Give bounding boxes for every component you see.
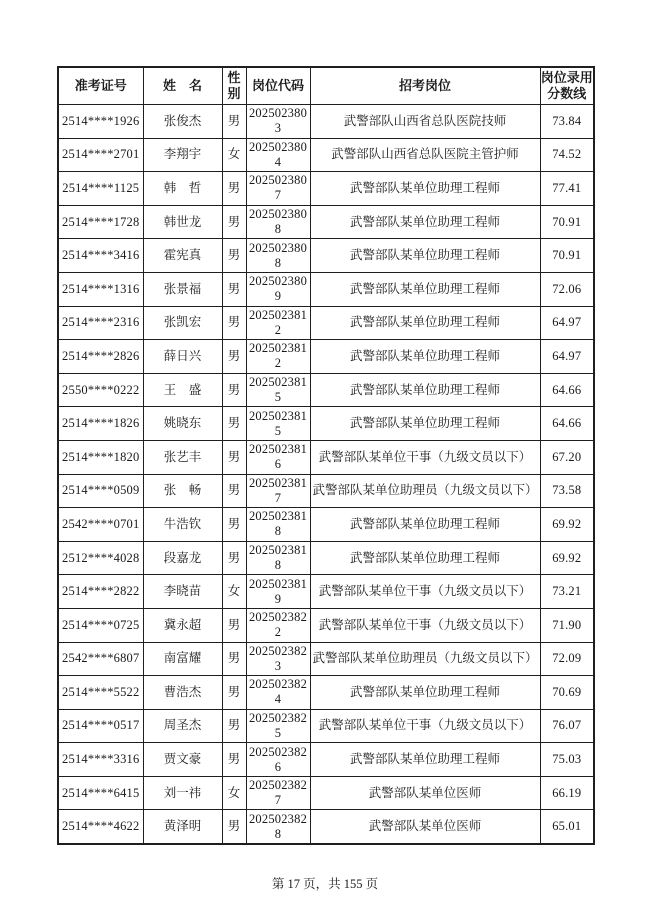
cell-name: 姚晓东 — [143, 407, 222, 441]
cell-gender: 男 — [222, 608, 246, 642]
table-header — [58, 67, 594, 105]
cell-ticket: 2542****0701 — [58, 508, 143, 542]
cell-code: 2025023827 — [246, 776, 310, 810]
cell-code: 2025023816 — [246, 440, 310, 474]
cell-name: 周圣杰 — [143, 709, 222, 743]
cell-score: 72.06 — [540, 272, 594, 306]
cell-position: 武警部队某单位干事（九级文员以下） — [310, 608, 540, 642]
cell-position: 武警部队某单位干事（九级文员以下） — [310, 575, 540, 609]
col-header-ticket: 准考证号 — [58, 67, 143, 105]
cell-gender: 男 — [222, 810, 246, 844]
cell-position: 武警部队某单位助理工程师 — [310, 306, 540, 340]
cell-code: 2025023808 — [246, 205, 310, 239]
cell-score: 73.21 — [540, 575, 594, 609]
cell-position: 武警部队山西省总队医院技师 — [310, 105, 540, 139]
page-number-footer: 第 17 页，共 155 页 — [271, 877, 379, 891]
cell-code: 2025023823 — [246, 642, 310, 676]
cell-code: 2025023807 — [246, 172, 310, 206]
cell-ticket: 2514****5522 — [58, 676, 143, 710]
cell-score: 64.66 — [540, 407, 594, 441]
cell-name: 南富耀 — [143, 642, 222, 676]
cell-gender: 男 — [222, 239, 246, 273]
cell-ticket: 2542****6807 — [58, 642, 143, 676]
cell-position: 武警部队某单位助理工程师 — [310, 272, 540, 306]
cell-code: 2025023817 — [246, 474, 310, 508]
cell-score: 65.01 — [540, 810, 594, 844]
table-row — [58, 676, 594, 710]
cell-position: 武警部队某单位助理工程师 — [310, 205, 540, 239]
cell-code: 2025023815 — [246, 407, 310, 441]
cell-code: 2025023828 — [246, 810, 310, 844]
cell-name: 王 盛 — [143, 373, 222, 407]
cell-ticket: 2514****0517 — [58, 709, 143, 743]
table-row — [58, 205, 594, 239]
cell-ticket: 2514****1316 — [58, 272, 143, 306]
cell-name: 韩世龙 — [143, 205, 222, 239]
cell-code: 2025023825 — [246, 709, 310, 743]
cell-gender: 男 — [222, 676, 246, 710]
cell-name: 刘一祎 — [143, 776, 222, 810]
cell-position: 武警部队某单位助理工程师 — [310, 373, 540, 407]
cell-ticket: 2514****0725 — [58, 608, 143, 642]
table-row — [58, 776, 594, 810]
score-table — [57, 66, 595, 845]
table-row — [58, 709, 594, 743]
table-row — [58, 440, 594, 474]
cell-score: 69.92 — [540, 541, 594, 575]
table-row — [58, 407, 594, 441]
cell-gender: 男 — [222, 205, 246, 239]
cell-name: 段嘉龙 — [143, 541, 222, 575]
cell-ticket: 2514****1728 — [58, 205, 143, 239]
cell-score: 72.09 — [540, 642, 594, 676]
cell-score: 66.19 — [540, 776, 594, 810]
table-row — [58, 172, 594, 206]
table-row — [58, 575, 594, 609]
cell-name: 李翔宇 — [143, 138, 222, 172]
cell-score: 67.20 — [540, 440, 594, 474]
cell-ticket: 2514****3416 — [58, 239, 143, 273]
cell-name: 张俊杰 — [143, 105, 222, 139]
cell-code: 2025023809 — [246, 272, 310, 306]
cell-gender: 男 — [222, 541, 246, 575]
cell-position: 武警部队某单位助理工程师 — [310, 407, 540, 441]
cell-code: 2025023826 — [246, 743, 310, 777]
cell-code: 2025023812 — [246, 306, 310, 340]
table-row — [58, 743, 594, 777]
cell-code: 2025023822 — [246, 608, 310, 642]
cell-ticket: 2514****1926 — [58, 105, 143, 139]
cell-ticket: 2514****3316 — [58, 743, 143, 777]
cell-code: 2025023812 — [246, 340, 310, 374]
cell-gender: 女 — [222, 575, 246, 609]
cell-score: 70.91 — [540, 239, 594, 273]
cell-gender: 男 — [222, 474, 246, 508]
cell-gender: 男 — [222, 440, 246, 474]
cell-position: 武警部队山西省总队医院主管护师 — [310, 138, 540, 172]
cell-gender: 男 — [222, 172, 246, 206]
table-row — [58, 306, 594, 340]
cell-score: 76.07 — [540, 709, 594, 743]
cell-gender: 男 — [222, 642, 246, 676]
cell-name: 贾文豪 — [143, 743, 222, 777]
cell-ticket: 2514****0509 — [58, 474, 143, 508]
cell-position: 武警部队某单位医师 — [310, 810, 540, 844]
cell-position: 武警部队某单位助理工程师 — [310, 340, 540, 374]
cell-gender: 男 — [222, 407, 246, 441]
cell-name: 韩 哲 — [143, 172, 222, 206]
cell-score: 73.84 — [540, 105, 594, 139]
cell-ticket: 2514****2826 — [58, 340, 143, 374]
cell-ticket: 2514****1820 — [58, 440, 143, 474]
table-row — [58, 239, 594, 273]
cell-position: 武警部队某单位助理员（九级文员以下） — [310, 474, 540, 508]
header-row — [58, 67, 594, 105]
cell-score: 70.91 — [540, 205, 594, 239]
table-row — [58, 138, 594, 172]
cell-position: 武警部队某单位助理工程师 — [310, 541, 540, 575]
cell-score: 64.66 — [540, 373, 594, 407]
cell-name: 冀永超 — [143, 608, 222, 642]
cell-code: 2025023824 — [246, 676, 310, 710]
cell-score: 64.97 — [540, 340, 594, 374]
cell-gender: 男 — [222, 340, 246, 374]
cell-code: 2025023815 — [246, 373, 310, 407]
table-body — [58, 105, 594, 844]
cell-position: 武警部队某单位医师 — [310, 776, 540, 810]
table-row — [58, 373, 594, 407]
table-row — [58, 272, 594, 306]
cell-ticket: 2514****1125 — [58, 172, 143, 206]
cell-score: 75.03 — [540, 743, 594, 777]
cell-position: 武警部队某单位助理工程师 — [310, 508, 540, 542]
cell-name: 张凯宏 — [143, 306, 222, 340]
cell-ticket: 2514****2701 — [58, 138, 143, 172]
cell-score: 71.90 — [540, 608, 594, 642]
cell-position: 武警部队某单位助理工程师 — [310, 743, 540, 777]
cell-name: 张景福 — [143, 272, 222, 306]
cell-code: 2025023818 — [246, 508, 310, 542]
cell-gender: 男 — [222, 105, 246, 139]
table-row — [58, 608, 594, 642]
table-row — [58, 508, 594, 542]
cell-score: 74.52 — [540, 138, 594, 172]
cell-code: 2025023819 — [246, 575, 310, 609]
cell-name: 张 畅 — [143, 474, 222, 508]
cell-name: 薛日兴 — [143, 340, 222, 374]
cell-position: 武警部队某单位干事（九级文员以下） — [310, 709, 540, 743]
cell-name: 李晓苗 — [143, 575, 222, 609]
cell-position: 武警部队某单位助理工程师 — [310, 676, 540, 710]
cell-ticket: 2514****1826 — [58, 407, 143, 441]
table-row — [58, 810, 594, 844]
cell-position: 武警部队某单位助理工程师 — [310, 239, 540, 273]
cell-gender: 男 — [222, 272, 246, 306]
cell-ticket: 2514****4622 — [58, 810, 143, 844]
cell-code: 2025023818 — [246, 541, 310, 575]
cell-code: 2025023803 — [246, 105, 310, 139]
col-header-gender: 性别 — [222, 67, 246, 105]
cell-score: 77.41 — [540, 172, 594, 206]
cell-name: 张艺丰 — [143, 440, 222, 474]
cell-name: 黄泽明 — [143, 810, 222, 844]
cell-position: 武警部队某单位干事（九级文员以下） — [310, 440, 540, 474]
table-row — [58, 340, 594, 374]
cell-ticket: 2514****2822 — [58, 575, 143, 609]
cell-gender: 女 — [222, 776, 246, 810]
cell-gender: 男 — [222, 373, 246, 407]
cell-score: 69.92 — [540, 508, 594, 542]
col-header-code: 岗位代码 — [246, 67, 310, 105]
cell-position: 武警部队某单位助理工程师 — [310, 172, 540, 206]
cell-score: 70.69 — [540, 676, 594, 710]
cell-score: 64.97 — [540, 306, 594, 340]
col-header-position: 招考岗位 — [310, 67, 540, 105]
col-header-name: 姓 名 — [143, 67, 222, 105]
cell-position: 武警部队某单位助理员（九级文员以下） — [310, 642, 540, 676]
table-row — [58, 474, 594, 508]
cell-name: 霍宪真 — [143, 239, 222, 273]
cell-gender: 男 — [222, 508, 246, 542]
cell-code: 2025023804 — [246, 138, 310, 172]
col-header-score: 岗位录用分数线 — [540, 67, 594, 105]
table-row — [58, 642, 594, 676]
cell-gender: 男 — [222, 709, 246, 743]
cell-score: 73.58 — [540, 474, 594, 508]
cell-name: 曹浩杰 — [143, 676, 222, 710]
cell-ticket: 2514****2316 — [58, 306, 143, 340]
cell-gender: 男 — [222, 743, 246, 777]
cell-name: 牛浩钦 — [143, 508, 222, 542]
cell-gender: 女 — [222, 138, 246, 172]
cell-ticket: 2550****0222 — [58, 373, 143, 407]
table-row — [58, 105, 594, 139]
cell-code: 2025023808 — [246, 239, 310, 273]
cell-ticket: 2512****4028 — [58, 541, 143, 575]
cell-gender: 男 — [222, 306, 246, 340]
cell-ticket: 2514****6415 — [58, 776, 143, 810]
table-row — [58, 541, 594, 575]
